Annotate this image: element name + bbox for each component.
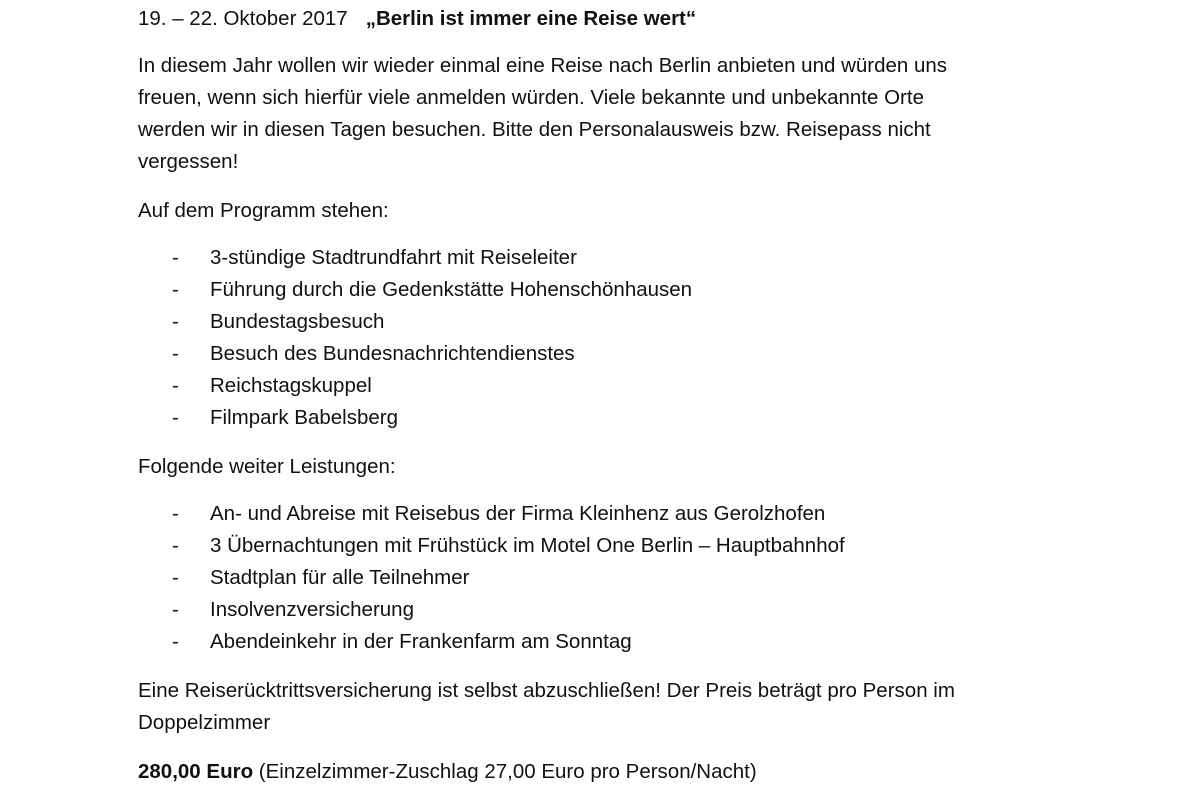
bullet-dash: - [172,534,179,557]
program-item-text: Bundestagsbesuch [210,310,385,333]
intro-line: werden wir in diesen Tagen besuchen. Bitte den Personalausweis bzw. Reisepass nicht [138,118,931,141]
price-note: (Einzelzimmer-Zuschlag 27,00 Euro pro Person/Nacht) [253,760,757,783]
closing-line: Doppelzimmer [138,711,271,734]
bullet-dash: - [172,342,179,365]
service-item [138,530,1178,562]
event-header [138,3,1178,35]
bullet-dash: - [172,310,179,333]
program-item-text: Filmpark Babelsberg [210,406,398,429]
intro-line: vergessen! [138,150,239,173]
price-line [138,756,1178,788]
bullet-dash: - [172,406,179,429]
program-item-text: Reichstagskuppel [210,374,372,397]
program-item-text: Führung durch die Gedenkstätte Hohenschönhausen [210,278,693,301]
program-item-text: Besuch des Bundesnachrichtendienstes [210,342,575,365]
intro-line: In diesem Jahr wollen wir wieder einmal eine Reise nach Berlin anbieten und würden uns [138,54,948,77]
program-item [138,402,1178,434]
event-title: „Berlin ist immer eine Reise wert“ [365,7,697,30]
program-heading: Auf dem Programm stehen: [138,199,389,222]
bullet-dash: - [172,374,179,397]
services-list [138,498,1178,658]
services-heading: Folgende weiter Leistungen: [138,455,396,478]
program-item [138,242,1178,274]
program-list [138,242,1178,434]
document-page [138,0,1178,788]
closing-paragraph [138,675,1178,739]
service-item-text: Insolvenzversicherung [210,598,414,621]
bullet-dash: - [172,630,179,653]
price-amount: 280,00 Euro [138,760,254,783]
service-item [138,498,1178,530]
service-item [138,594,1178,626]
bullet-dash: - [172,502,179,525]
program-item [138,306,1178,338]
intro-paragraph [138,50,1178,178]
bullet-dash: - [172,566,179,589]
program-item [138,338,1178,370]
program-item [138,274,1178,306]
program-item-text: 3-stündige Stadtrundfahrt mit Reiseleiter [210,246,577,269]
service-item-text: An- und Abreise mit Reisebus der Firma Kleinhenz aus Gerolzhofen [210,502,826,525]
event-dates: 19. – 22. Oktober 2017 [138,7,348,30]
service-item-text: Abendeinkehr in der Frankenfarm am Sonntag [210,630,632,653]
service-item-text: 3 Übernachtungen mit Frühstück im Motel One Berlin – Hauptbahnhof [210,534,845,557]
program-item [138,370,1178,402]
bullet-dash: - [172,598,179,621]
closing-line: Eine Reiserücktrittsversicherung ist selbst abzuschließen! Der Preis beträgt pro Person im [138,679,955,702]
service-item [138,562,1178,594]
bullet-dash: - [172,278,179,301]
bullet-dash: - [172,246,179,269]
service-item [138,626,1178,658]
service-item-text: Stadtplan für alle Teilnehmer [210,566,470,589]
intro-line: freuen, wenn sich hierfür viele anmelden würden. Viele bekannte und unbekannte Orte [138,86,924,109]
